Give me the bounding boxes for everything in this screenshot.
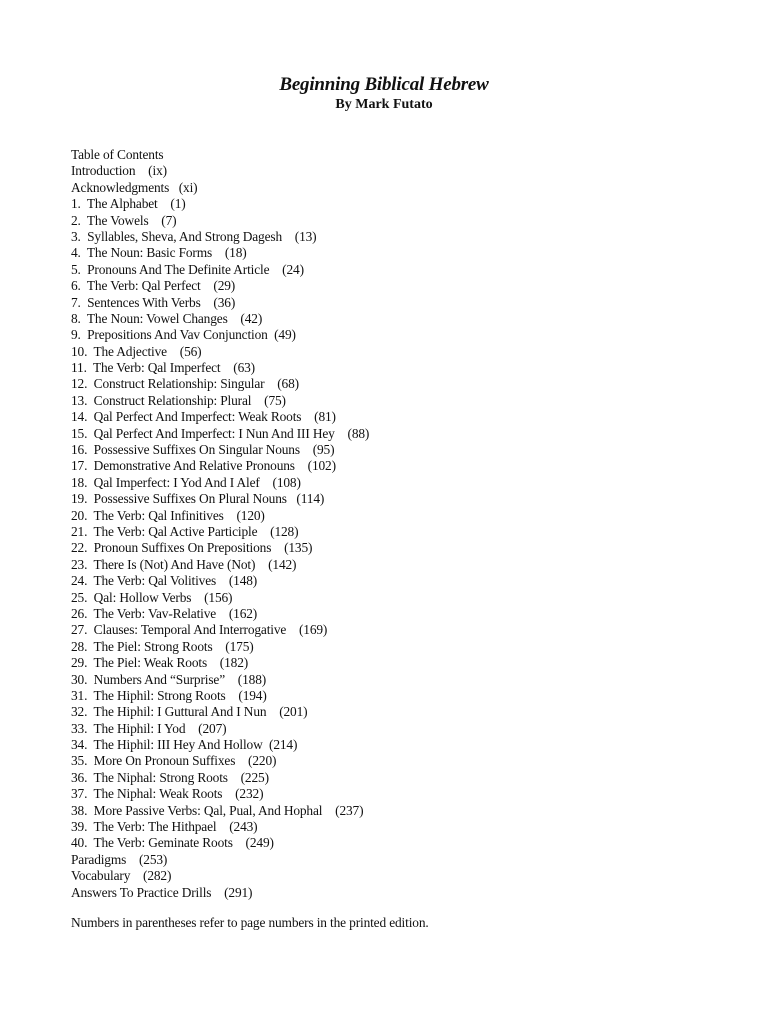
toc-entry: 5. Pronouns And The Definite Article (24)	[71, 261, 304, 277]
toc-entry: 24. The Verb: Qal Volitives (148)	[71, 573, 258, 589]
document-title: Beginning Biblical Hebrew	[279, 74, 489, 95]
toc-entry: 1. The Alphabet (1)	[71, 196, 186, 212]
toc-entry: 30. Numbers And “Surprise” (188)	[71, 671, 267, 687]
toc-entry: 25. Qal: Hollow Verbs (156)	[71, 589, 233, 605]
toc-entry: 20. The Verb: Qal Infinitives (120)	[71, 507, 265, 523]
toc-entry: Acknowledgments (xi)	[71, 179, 198, 195]
toc-entry: Introduction (ix)	[71, 163, 167, 179]
toc-entry: 3. Syllables, Sheva, And Strong Dagesh (13)	[71, 228, 317, 244]
toc-entry: 33. The Hiphil: I Yod (207)	[71, 720, 227, 736]
toc-entry: 12. Construct Relationship: Singular (68)	[71, 376, 299, 392]
toc-entry: 37. The Niphal: Weak Roots (232)	[71, 786, 264, 802]
toc-entry: 35. More On Pronoun Suffixes (220)	[71, 753, 277, 769]
toc-entry: 6. The Verb: Qal Perfect (29)	[71, 278, 236, 294]
toc-entry: 9. Prepositions And Vav Conjunction (49)	[71, 327, 296, 343]
toc-entry: 11. The Verb: Qal Imperfect (63)	[71, 360, 255, 376]
toc-entry: 21. The Verb: Qal Active Participle (128)	[71, 523, 299, 539]
toc-entry: 22. Pronoun Suffixes On Prepositions (135)	[71, 540, 313, 556]
toc-entry: 16. Possessive Suffixes On Singular Nouns (95)	[71, 442, 335, 458]
table-of-contents	[71, 147, 369, 901]
toc-entry: 7. Sentences With Verbs (36)	[71, 294, 236, 310]
toc-entry: 29. The Piel: Weak Roots (182)	[71, 655, 249, 671]
toc-entry: 39. The Verb: The Hithpael (243)	[71, 819, 258, 835]
toc-entry: 38. More Passive Verbs: Qal, Pual, And Hophal (237)	[71, 802, 364, 818]
toc-entry: 10. The Adjective (56)	[71, 343, 202, 359]
toc-entry: Answers To Practice Drills (291)	[71, 884, 253, 900]
toc-entry: 23. There Is (Not) And Have (Not) (142)	[71, 556, 297, 572]
toc-entry: 13. Construct Relationship: Plural (75)	[71, 392, 286, 408]
toc-entry: 32. The Hiphil: I Guttural And I Nun (201)	[71, 704, 308, 720]
toc-heading: Table of Contents	[71, 147, 164, 162]
toc-entry: 14. Qal Perfect And Imperfect: Weak Roots (81)	[71, 409, 336, 425]
toc-entry: 18. Qal Imperfect: I Yod And I Alef (108)	[71, 474, 301, 490]
toc-entry: 36. The Niphal: Strong Roots (225)	[71, 769, 269, 785]
toc-entry: 19. Possessive Suffixes On Plural Nouns (114)	[71, 491, 325, 507]
toc-entry: 15. Qal Perfect And Imperfect: I Nun And III Hey (88)	[71, 425, 370, 441]
toc-entry: 27. Clauses: Temporal And Interrogative (169)	[71, 622, 328, 638]
document-author: By Mark Futato	[335, 97, 433, 112]
page-number-note: Numbers in parentheses refer to page numbers in the printed edition.	[71, 915, 429, 930]
toc-entry: 34. The Hiphil: III Hey And Hollow (214)	[71, 737, 298, 753]
toc-entry: 28. The Piel: Strong Roots (175)	[71, 638, 254, 654]
toc-entry: 2. The Vowels (7)	[71, 212, 177, 228]
toc-entry: 31. The Hiphil: Strong Roots (194)	[71, 687, 267, 703]
toc-entry: Paradigms (253)	[71, 851, 168, 867]
toc-entry: Vocabulary (282)	[71, 868, 172, 884]
toc-entry: 4. The Noun: Basic Forms (18)	[71, 245, 247, 261]
toc-entry: 17. Demonstrative And Relative Pronouns (102)	[71, 458, 336, 474]
toc-entry: 26. The Verb: Vav-Relative (162)	[71, 605, 258, 621]
toc-entry: 40. The Verb: Geminate Roots (249)	[71, 835, 274, 851]
toc-entry: 8. The Noun: Vowel Changes (42)	[71, 310, 263, 326]
